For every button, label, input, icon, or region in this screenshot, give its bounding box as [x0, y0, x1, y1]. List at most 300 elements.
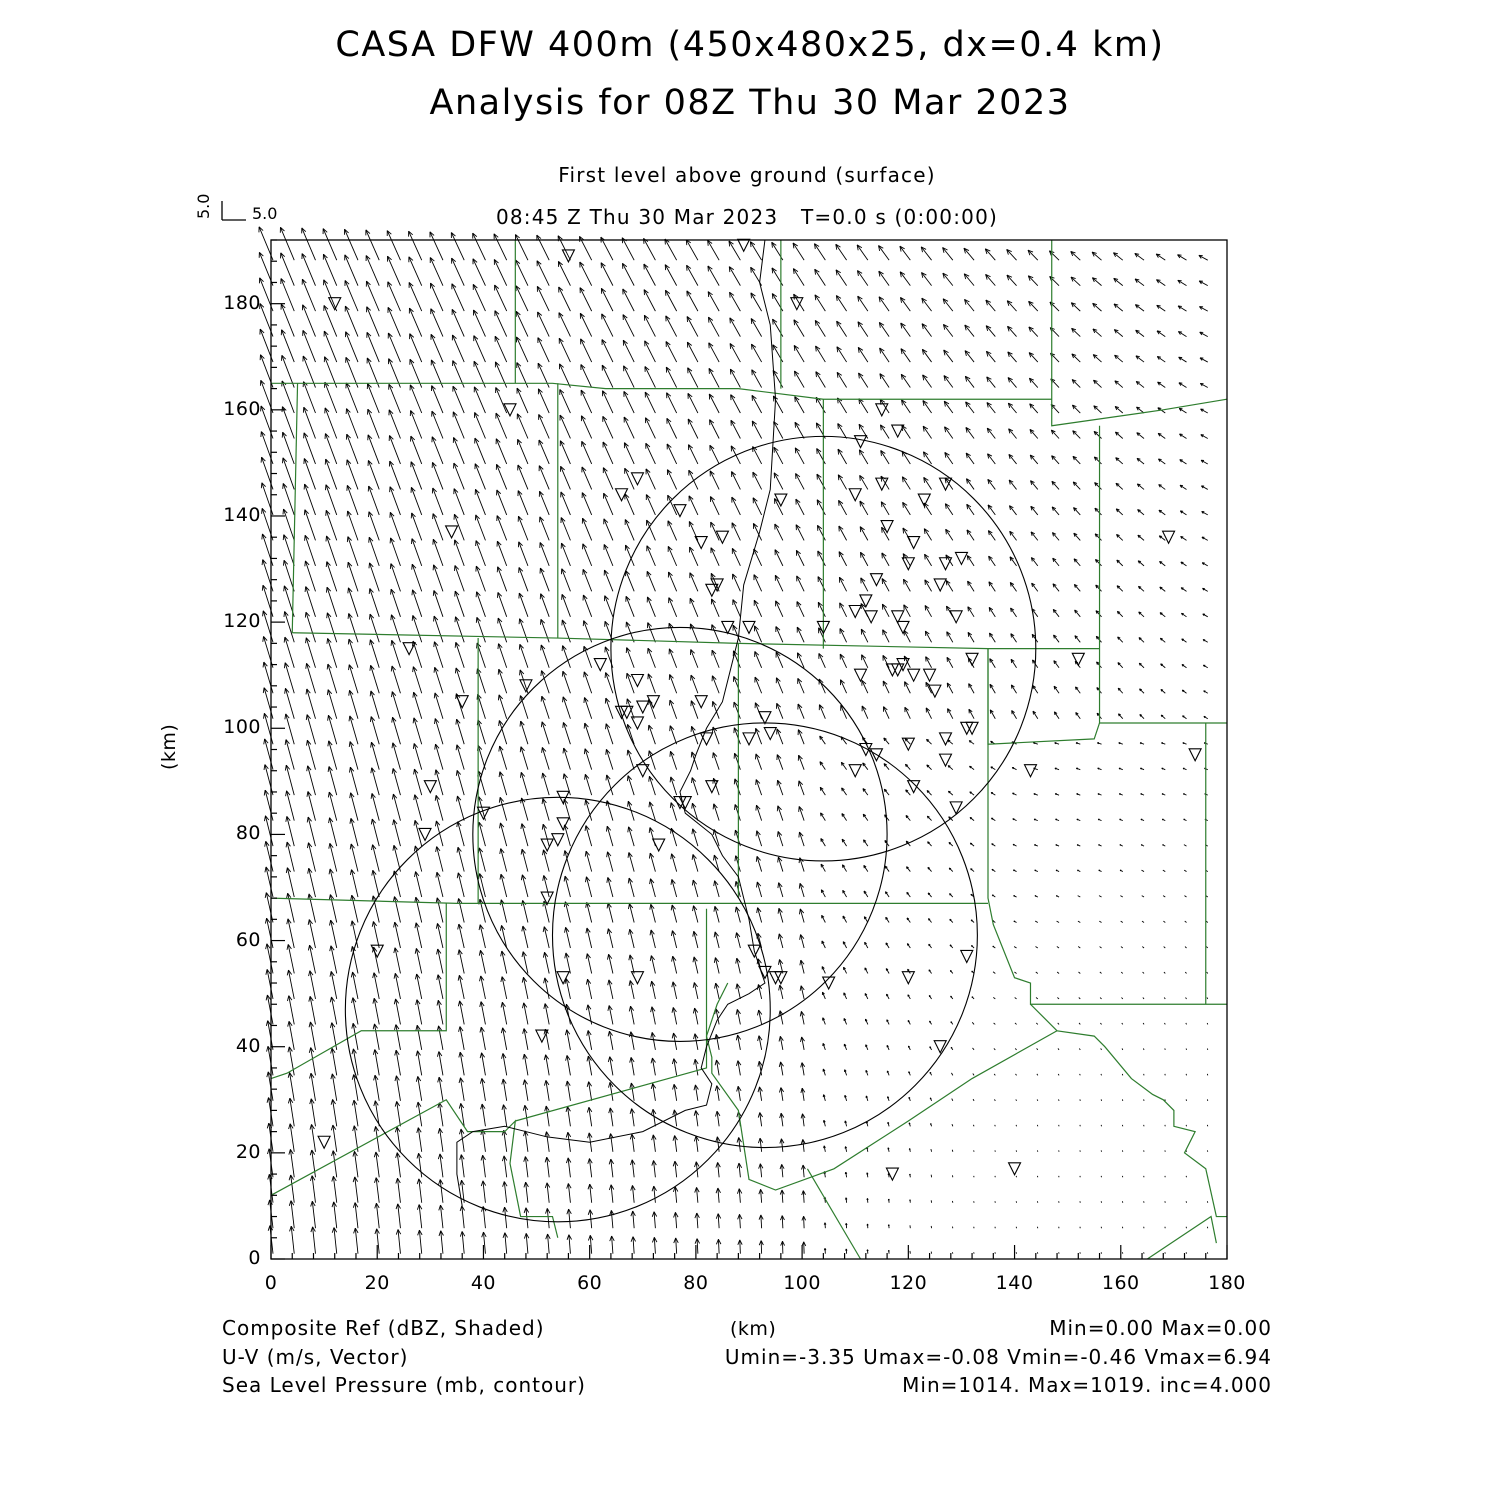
wind-vector: [925, 580, 932, 592]
wind-vector: [882, 579, 889, 592]
wind-vector-head: [458, 975, 459, 980]
wind-vector: [965, 325, 974, 337]
wind-vector: [561, 466, 571, 489]
wind-vector: [883, 707, 889, 719]
wind-vector-head: [263, 662, 264, 667]
wind-vector: [1099, 896, 1102, 897]
wind-vector-head: [566, 1158, 568, 1163]
wind-vector-head: [670, 777, 671, 782]
wind-vector: [541, 645, 549, 668]
wind-vector-head: [588, 1184, 590, 1189]
wind-vector: [345, 306, 358, 337]
wind-vector-head: [395, 1076, 396, 1081]
wind-vector-head: [327, 664, 328, 669]
wind-vector: [580, 313, 591, 336]
wind-vector: [433, 514, 443, 541]
wind-vector-head: [756, 805, 757, 810]
wind-vector-head: [353, 1151, 355, 1156]
wind-vector-head: [648, 725, 649, 730]
wind-vector-head: [694, 1111, 696, 1116]
wind-vector-head: [522, 1003, 523, 1008]
wind-vector: [287, 816, 294, 846]
wind-vector: [345, 229, 358, 260]
wind-vector: [712, 599, 720, 617]
wind-vector: [839, 500, 847, 515]
wind-vector-head: [946, 606, 947, 611]
wind-vector: [1078, 896, 1081, 897]
wind-vector-head: [500, 925, 501, 930]
wind-vector: [861, 629, 868, 642]
wind-vector: [1080, 1074, 1081, 1075]
wind-vector: [583, 595, 591, 617]
wind-vector: [540, 517, 549, 541]
wind-vector: [497, 516, 507, 541]
wind-vector: [326, 485, 337, 515]
wind-vector-head: [348, 588, 349, 593]
wind-vector-head: [287, 919, 288, 924]
wind-vector-head: [351, 921, 352, 926]
wind-vector-head: [369, 614, 370, 619]
wind-vector-head: [480, 976, 481, 981]
wind-vector-head: [482, 1232, 484, 1237]
wind-vector-head: [737, 1163, 739, 1168]
wind-vector-head: [608, 1057, 609, 1062]
wind-vector: [453, 412, 464, 439]
wind-vector-head: [778, 883, 779, 888]
wind-vector: [306, 638, 315, 668]
wind-vector: [751, 344, 761, 362]
wind-vector: [390, 461, 401, 489]
wind-vector: [689, 496, 698, 515]
wind-vector-head: [266, 969, 267, 974]
wind-vector: [644, 315, 655, 336]
wind-vector-head: [736, 1035, 737, 1040]
wind-vector: [818, 602, 825, 617]
wind-vector: [476, 515, 486, 540]
wind-vector: [1121, 998, 1122, 999]
wind-vector: [774, 447, 783, 464]
wind-vector-head: [285, 740, 286, 745]
wind-vector: [539, 414, 549, 438]
wind-vector: [730, 343, 740, 362]
wind-vector: [648, 674, 655, 693]
wind-vector-head: [736, 1061, 737, 1066]
wind-vector: [1016, 1074, 1017, 1075]
wind-vector-head: [391, 615, 392, 620]
wind-vector: [754, 549, 762, 566]
wind-vector-head: [714, 906, 715, 911]
wind-vector: [1078, 947, 1080, 948]
wind-vector: [287, 868, 294, 897]
wind-vector-head: [459, 1052, 460, 1057]
wind-vector: [308, 791, 316, 820]
wind-vector: [944, 401, 953, 413]
wind-vector-head: [350, 844, 351, 849]
wind-vector-head: [735, 830, 736, 835]
wind-vector-head: [309, 971, 310, 976]
wind-vector-head: [1056, 896, 1057, 897]
wind-vector: [1121, 972, 1123, 973]
wind-vector-head: [330, 920, 331, 925]
wind-vector: [993, 997, 995, 999]
wind-vector: [1135, 253, 1144, 260]
wind-vector: [475, 412, 486, 438]
wind-vector: [560, 441, 570, 464]
wind-vector-head: [759, 1164, 761, 1169]
wind-vector-head: [649, 802, 650, 807]
wind-vector-head: [458, 1001, 459, 1006]
wind-vector-head: [794, 345, 795, 350]
wind-vector: [646, 495, 655, 515]
wind-vector: [750, 242, 761, 261]
wind-vector: [367, 332, 379, 362]
wind-vector: [966, 402, 974, 413]
wind-vector: [349, 665, 358, 694]
wind-vector-head: [778, 934, 779, 939]
wind-vector: [814, 244, 825, 261]
wind-vector: [541, 594, 550, 617]
wind-vector: [537, 235, 549, 260]
wind-vector: [625, 494, 634, 515]
wind-vector: [431, 309, 443, 337]
wind-vector-head: [799, 832, 800, 837]
wind-vector-head: [838, 424, 839, 429]
wind-vector-head: [1120, 870, 1121, 871]
wind-vector: [495, 285, 507, 311]
wind-vector: [435, 693, 443, 719]
wind-vector-head: [842, 813, 843, 816]
wind-vector: [412, 539, 422, 566]
wind-vector-head: [327, 613, 328, 618]
wind-vector: [494, 234, 507, 260]
wind-vector: [581, 339, 592, 362]
wind-vector-head: [563, 722, 564, 727]
wind-vector-head: [779, 1011, 780, 1016]
wind-vector: [691, 649, 698, 667]
wind-vector: [409, 257, 422, 286]
wind-vector-head: [522, 952, 523, 957]
wind-vector-head: [285, 714, 286, 719]
wind-vector: [1142, 947, 1144, 948]
wind-vector-head: [541, 671, 542, 676]
wind-vector: [435, 667, 443, 693]
wind-vector: [753, 447, 762, 464]
wind-vector: [537, 286, 549, 311]
wind-vector-head: [439, 1180, 441, 1185]
wind-vector: [392, 692, 400, 719]
wind-vector-head: [838, 475, 839, 480]
wind-vector-head: [758, 1036, 759, 1041]
wind-vector: [305, 535, 315, 566]
wind-vector: [667, 393, 677, 413]
wind-vector: [328, 664, 337, 693]
wind-vector: [1058, 1074, 1059, 1075]
wind-vector-head: [417, 1204, 419, 1209]
wind-vector-head: [773, 345, 774, 350]
wind-vector: [411, 462, 422, 490]
wind-vector: [307, 663, 316, 693]
wind-vector-head: [306, 715, 307, 720]
wind-vector: [431, 334, 443, 362]
wind-vector-head: [631, 1237, 633, 1242]
wind-vector: [883, 681, 889, 693]
wind-vector: [1014, 947, 1016, 948]
wind-vector: [1184, 845, 1187, 846]
wind-vector-head: [327, 638, 328, 643]
wind-vector: [368, 409, 379, 438]
wind-vector: [1035, 947, 1037, 948]
wind-vector: [688, 445, 697, 464]
wind-vector: [409, 282, 422, 311]
wind-vector: [732, 548, 740, 566]
wind-vector-head: [373, 973, 374, 978]
wind-vector-head: [350, 870, 351, 875]
wind-vector: [351, 793, 358, 821]
wind-vector: [1059, 1099, 1060, 1100]
wind-vector: [1057, 998, 1059, 999]
wind-vector: [667, 470, 676, 490]
wind-vector-head: [521, 875, 522, 880]
wind-vector-head: [418, 1230, 420, 1235]
wind-vector-head: [414, 769, 415, 774]
wind-vector: [418, 1128, 421, 1152]
wind-vector: [989, 607, 995, 616]
wind-vector-head: [417, 1128, 419, 1133]
wind-vector-head: [330, 946, 331, 951]
wind-vector-head: [950, 919, 951, 921]
wind-vector-head: [544, 1055, 545, 1060]
wind-vector: [669, 649, 676, 668]
wind-vector: [606, 698, 613, 719]
wind-vector-head: [693, 957, 694, 962]
wind-vector: [559, 338, 570, 362]
wind-vector: [434, 565, 443, 592]
wind-vector-head: [545, 1183, 547, 1188]
wind-vector-head: [481, 1155, 483, 1160]
wind-vector-head: [885, 840, 886, 843]
wind-vector: [517, 388, 528, 413]
wind-vector-head: [520, 695, 521, 700]
wind-vector: [646, 469, 655, 490]
wind-vector-head: [286, 868, 287, 873]
wind-vector: [627, 673, 634, 693]
wind-vector: [755, 677, 762, 693]
wind-vector-head: [629, 1032, 630, 1037]
wind-vector-head: [434, 693, 435, 698]
wind-vector-head: [351, 946, 352, 951]
wind-vector-head: [524, 1182, 526, 1187]
wind-vector: [989, 633, 995, 642]
wind-vector-head: [606, 749, 607, 754]
wind-vector: [880, 374, 889, 388]
wind-vector-head: [542, 824, 543, 829]
wind-vector: [1206, 947, 1207, 948]
wind-vector-head: [777, 831, 778, 836]
wind-vector-head: [694, 1085, 695, 1090]
wind-vector: [308, 817, 315, 846]
wind-vector: [776, 601, 783, 617]
wind-vector: [390, 512, 400, 540]
wind-vector-head: [863, 814, 864, 817]
wind-vector-head: [371, 793, 372, 798]
wind-vector: [433, 539, 443, 566]
wind-vector: [840, 680, 846, 694]
wind-vector: [904, 605, 911, 617]
wind-vector: [495, 311, 507, 337]
wind-vector: [329, 766, 337, 795]
wind-vector-head: [392, 717, 393, 722]
wind-vector: [729, 267, 740, 286]
wind-vector-head: [651, 1109, 653, 1114]
wind-vector-head: [673, 1084, 674, 1089]
wind-vector: [430, 257, 443, 285]
wind-vector: [516, 311, 528, 336]
wind-vector: [390, 487, 400, 515]
wind-vector: [965, 299, 975, 311]
wind-vector: [1078, 972, 1080, 973]
wind-vector-head: [586, 954, 587, 959]
wind-vector-head: [307, 740, 308, 745]
wind-vector: [266, 841, 273, 871]
wind-vector: [690, 547, 698, 566]
wind-vector: [520, 695, 528, 718]
wind-vector-head: [989, 633, 990, 637]
wind-vector-head: [716, 1188, 718, 1193]
wind-vector: [1100, 972, 1102, 973]
wind-vector: [410, 385, 421, 413]
wind-vector: [1122, 1048, 1123, 1049]
wind-vector: [931, 1149, 932, 1152]
wind-vector-head: [585, 851, 586, 856]
wind-vector-head: [391, 589, 392, 594]
wind-vector: [366, 230, 379, 260]
wind-vector-head: [310, 1176, 312, 1181]
wind-vector: [624, 443, 634, 464]
wind-vector: [347, 485, 358, 515]
wind-vector: [988, 531, 995, 541]
wind-vector-head: [500, 823, 501, 828]
wind-vector: [688, 393, 698, 413]
wind-vector-head: [460, 1206, 462, 1211]
wind-vector: [668, 546, 676, 565]
wind-vector-head: [652, 1237, 654, 1242]
wind-vector-head: [692, 778, 693, 783]
wind-vector: [670, 700, 677, 719]
wind-vector: [1164, 1023, 1165, 1024]
wind-vector: [370, 588, 379, 616]
wind-vector-head: [438, 1154, 440, 1159]
wind-vector-head: [715, 1060, 716, 1065]
wind-vector: [690, 624, 697, 642]
wind-vector-head: [567, 1209, 569, 1214]
wind-vector: [413, 615, 422, 642]
wind-vector: [324, 331, 336, 362]
wind-vector: [796, 550, 804, 566]
wind-vector: [345, 280, 358, 311]
wind-vector-head: [310, 1073, 311, 1078]
wind-vector-head: [650, 904, 651, 909]
wind-vector-head: [286, 816, 287, 821]
wind-vector: [603, 391, 613, 413]
wind-vector: [1008, 352, 1017, 362]
wind-vector: [669, 598, 677, 617]
wind-vector: [369, 512, 379, 541]
wind-vector: [454, 514, 464, 540]
wind-vector: [794, 371, 804, 388]
wind-vector-head: [715, 983, 716, 988]
wind-vector-head: [544, 1080, 545, 1085]
wind-vector: [838, 449, 847, 464]
wind-vector: [520, 644, 528, 668]
wind-vector-head: [370, 665, 371, 670]
wind-vector: [667, 444, 677, 464]
wind-vector-head: [867, 1224, 868, 1226]
wind-vector: [905, 682, 911, 694]
wind-vector-head: [285, 688, 286, 693]
wind-vector: [752, 395, 762, 413]
wind-vector: [625, 468, 634, 489]
wind-vector-head: [650, 956, 651, 961]
wind-vector: [558, 261, 570, 285]
wind-vector-head: [417, 1153, 419, 1158]
wind-vector-head: [522, 926, 523, 931]
wind-vector: [1014, 972, 1016, 973]
wind-vector-head: [459, 1027, 460, 1032]
wind-vector: [388, 282, 401, 311]
wind-vector: [987, 428, 995, 438]
wind-vector: [752, 421, 761, 439]
wind-vector: [972, 1022, 974, 1024]
wind-vector: [945, 427, 953, 439]
wind-vector-head: [715, 1086, 716, 1091]
wind-vector-head: [332, 1202, 334, 1207]
wind-vector: [797, 602, 804, 617]
wind-vector: [946, 555, 953, 566]
wind-vector: [1101, 1048, 1102, 1049]
wind-vector: [409, 231, 422, 260]
wind-vector-head: [309, 996, 310, 1001]
wind-vector: [965, 376, 974, 387]
wind-vector: [1057, 947, 1059, 948]
wind-vector-head: [499, 772, 500, 777]
wind-vector: [454, 437, 465, 464]
wind-vector-head: [438, 1077, 439, 1082]
wind-vector-head: [779, 1036, 780, 1041]
wind-vector-head: [799, 909, 800, 914]
wind-vector: [461, 1129, 464, 1152]
wind-vector: [1016, 1099, 1017, 1100]
wind-vector-head: [566, 1081, 567, 1086]
wind-vector-head: [326, 562, 327, 567]
wind-vector: [923, 426, 931, 438]
wind-vector-head: [545, 1106, 546, 1111]
wind-vector: [288, 893, 295, 922]
wind-vector-head: [349, 690, 350, 695]
wind-vector-head: [520, 721, 521, 726]
wind-vector: [538, 338, 549, 363]
wind-vector-head: [331, 1048, 332, 1053]
wind-vector-head: [670, 751, 671, 756]
wind-vector-head: [326, 587, 327, 592]
wind-vector-head: [651, 1084, 652, 1089]
wind-vector: [967, 556, 974, 566]
wind-vector-head: [374, 1152, 376, 1157]
wind-vector-head: [434, 667, 435, 672]
wind-vector-head: [736, 958, 737, 963]
wind-vector-head: [520, 670, 521, 675]
wind-vector: [879, 246, 890, 261]
wind-vector: [795, 448, 804, 464]
